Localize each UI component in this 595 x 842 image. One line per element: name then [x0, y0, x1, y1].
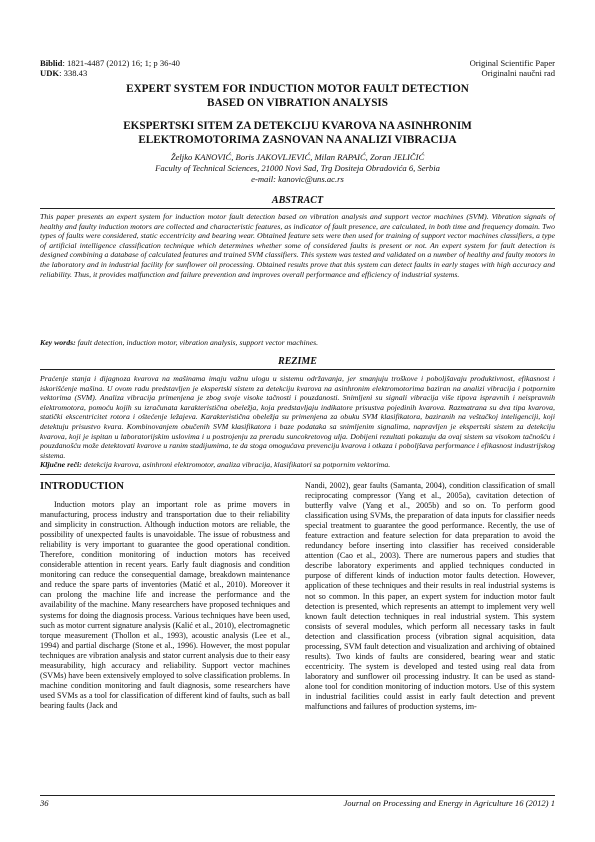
keywords-label: Key words: — [40, 338, 76, 347]
udk-label: UDK — [40, 68, 60, 78]
page-number: 36 — [40, 798, 49, 808]
abstract-heading: ABSTRACT — [271, 195, 324, 206]
abstract-text: This paper presents an expert system for induction motor fault detection based on vibration analysis and support vector machines (SVM). Vibration signals of healthy and faulty induction motors are collected and characteristic features, as indicator of fault presence, are calculated, in both time and frequency domain. Two types of faults were considered, static eccentricity and bearing wear. Obtained feature sets were then used for training of support vector machines classifiers, a type of artificial intelligence classification technique which determines whether some of considered faults is present or not. An expert system for fault detection is designed combining a database of calculated features and trained SVM classifiers. This system was tested and validated on a number of healthy and faulty motors in the laboratory and in industrial facility for sunflower oil processing. Obtained results prove that this system can detect faults in early stages with high accuracy and reliability. Thus, it provides malfunction and failure prevention and improves overall performance and efficiency of industrial systems. — [40, 212, 555, 279]
footer-rule — [40, 795, 555, 796]
author-email: e-mail: kanovic@uns.ac.rs — [251, 174, 344, 184]
intro-right-paragraph: Nandi, 2002), gear faults (Samanta, 2004), condition classification of small reciprocating compressor (Yang et al., 2005a), cavitation detection of butterfly valve (Yang et al., 2005b) and so on. To perform good classification using SVMs, the preparation of data inputs for classifier needs special treatment to guarantee the good performance. Recently, the use of feature extraction and feature selection for data preparation to avoid the redundancy before inserting into classifier has received considerable attention (Cao et al., 2003). There are numerous papers and studies that describe laboratory experiments and applied techniques conducted in purpose of different kinds of induction motor faults detection. However, application of these techniques and their results in real industrial systems is not so common. In this paper, an expert system for induction motor fault detection is presented, which represents an attempt to implement very well known fault detection techniques in real industrial system. This system consists of several modules, which perform all necessary tasks in fault detection and classification process (vibration signal acquisition, data processing, SVM fault detection and visualization and archiving of obtained results). Two kinds of faults are considered, bearing wear and static eccentricity. The system is developed and tested using real data from laboratory and sunflower oil processing industry. It can be used as stand-alone tool for condition monitoring of induction motors. Use of this system in industrial facilities could assist in early fault detection and prevent malfunctions and failures of production systems, im- — [305, 481, 555, 712]
rezime-heading: REZIME — [278, 356, 317, 367]
keywords-text: fault detection, induction motor, vibration analysis, support vector machines. — [75, 338, 319, 347]
udk-line — [40, 68, 87, 78]
intro-right-column — [305, 481, 555, 712]
abstract-keywords — [40, 338, 555, 348]
paper-type-sr: Originalni naučni rad — [481, 68, 555, 78]
paper-type-en: Original Scientific Paper — [469, 58, 555, 68]
abstract-rule — [40, 208, 555, 209]
journal-name: Journal on Processing and Energy in Agriculture 16 (2012) 1 — [343, 798, 555, 808]
title-sr-line2: ELEKTROMOTORIMA ZASNOVAN NA ANALIZI VIBRACIJA — [138, 134, 457, 146]
udk-value: : 338.43 — [59, 68, 88, 78]
kljucne-reci-text: detekcija kvarova, asinhroni elektromotor, analiza vibracija, klasifikatori sa potpornim vektorima. — [81, 460, 391, 469]
biblid-label: Biblid — [40, 58, 63, 68]
rezime-text: Praćenje stanja i dijagnoza kvarova na mašinama imaju važnu ulogu u sistemu održavanja, jer smanjuju troškove i poboljšavaju produktivnost, efikasnost i iskorišćenje mašina. U ovom radu predstavljen je ekspertski sistem za detekciju kvarova na asinhronim elektromotorima baziran na analizi vibracija i potpornim vektorima (SVM). Analiza vibracija primenjena je zbog svoje visoke tačnosti i pouzdanosti. Snimljeni su signali vibracija više tipova ispravnih i neispravnih elektromotora, pomoću kojih su izračunata karakteristična obeležja, koja predstavljaju indikatore prisustva pojedinih kvarova. Razmatrana su dva tipa kvarova, statički ekscentricitet rotora i oštećenje ležajeva. Karakteristična obeležja su primenjena za obuku SVM klasifikatora, baziranih na veštačkoj inteligenciji, koji detektuju prisustvo kvara. Kombinovanjem obučenih SVM klasifikatora i baze podataka sa snimljenim signalima, napravljen je ekspertski sistem za detekciju kvarova, koji je ispitan u laboratorijskim uslovima i u postrojenju za preradu suncokretovog ulja. Dobijeni rezultati pokazuju da ovaj sistem sa visokom tačnošću i pouzdanošću može detektovati kvarove u ranim stadijumima, te da stoga omogućava prevenciju kvarova i otkaza i poboljšava performance i efikasnost industrijskog sistema. — [40, 374, 555, 460]
kljucne-reci-label: Ključne reči: — [40, 460, 82, 469]
biblid-line — [40, 58, 180, 68]
author-affiliation: Faculty of Technical Sciences, 21000 Novi Sad, Trg Dositeja Obradovića 6, Serbia — [155, 163, 440, 173]
rezime-keywords — [40, 460, 555, 470]
title-sr-line1: EKSPERTSKI SITEM ZA DETEKCIJU KVAROVA NA ASINHRONIM — [123, 120, 472, 132]
body-divider — [40, 474, 555, 475]
intro-left-column — [40, 500, 290, 711]
title-en-line2: BASED ON VIBRATION ANALYSIS — [206, 97, 389, 109]
title-en-line1: EXPERT SYSTEM FOR INDUCTION MOTOR FAULT DETECTION — [126, 83, 469, 95]
author-names: Željko KANOVIĆ, Boris JAKOVLJEVIĆ, Milan RAPAIĆ, Zoran JELIČIĆ — [170, 152, 425, 162]
intro-left-paragraph: Induction motors play an important role as prime movers in manufacturing, process industry and transportation due to their reliability and simplicity in construction. Although induction motors are reliable, the possibility of unexpected faults is unavoidable. The issue of robustness and reliability is very important to guarantee the good operational condition. Therefore, condition monitoring of induction motors has received considerable attention in recent years. Early fault diagnosis and condition monitoring can reduce the consequential damage, breakdown maintenance and reduce the spare parts of inventories (Matić et al., 2010). Moreover it can prolong the machine life and increase the performance and the availability of the machine. Many researchers have proposed techniques and systems for doing the diagnosis process. Various techniques have been used, such as motor current signature analysis (Kalić et al., 2010), electromagnetic torque measurement (Thollon et al., 1993), acoustic analysis (Lee et al., 1994) and partial discharge (Stone et al., 1996). However, the most popular techniques are vibration analysis and stator current analysis due to their easy measurability, high accuracy and reliability. Support vector machines (SVMs) have been extensively employed to solve classification problems. In machine condition monitoring and fault diagnosis, some researchers have used SVMs as a tool for classification of different kind of faults, such as ball bearing faults (Jack and — [40, 500, 290, 710]
rezime-rule — [40, 369, 555, 370]
intro-heading: INTRODUCTION — [40, 481, 125, 492]
biblid-value: : 1821-4487 (2012) 16; 1; p 36-40 — [62, 58, 180, 68]
